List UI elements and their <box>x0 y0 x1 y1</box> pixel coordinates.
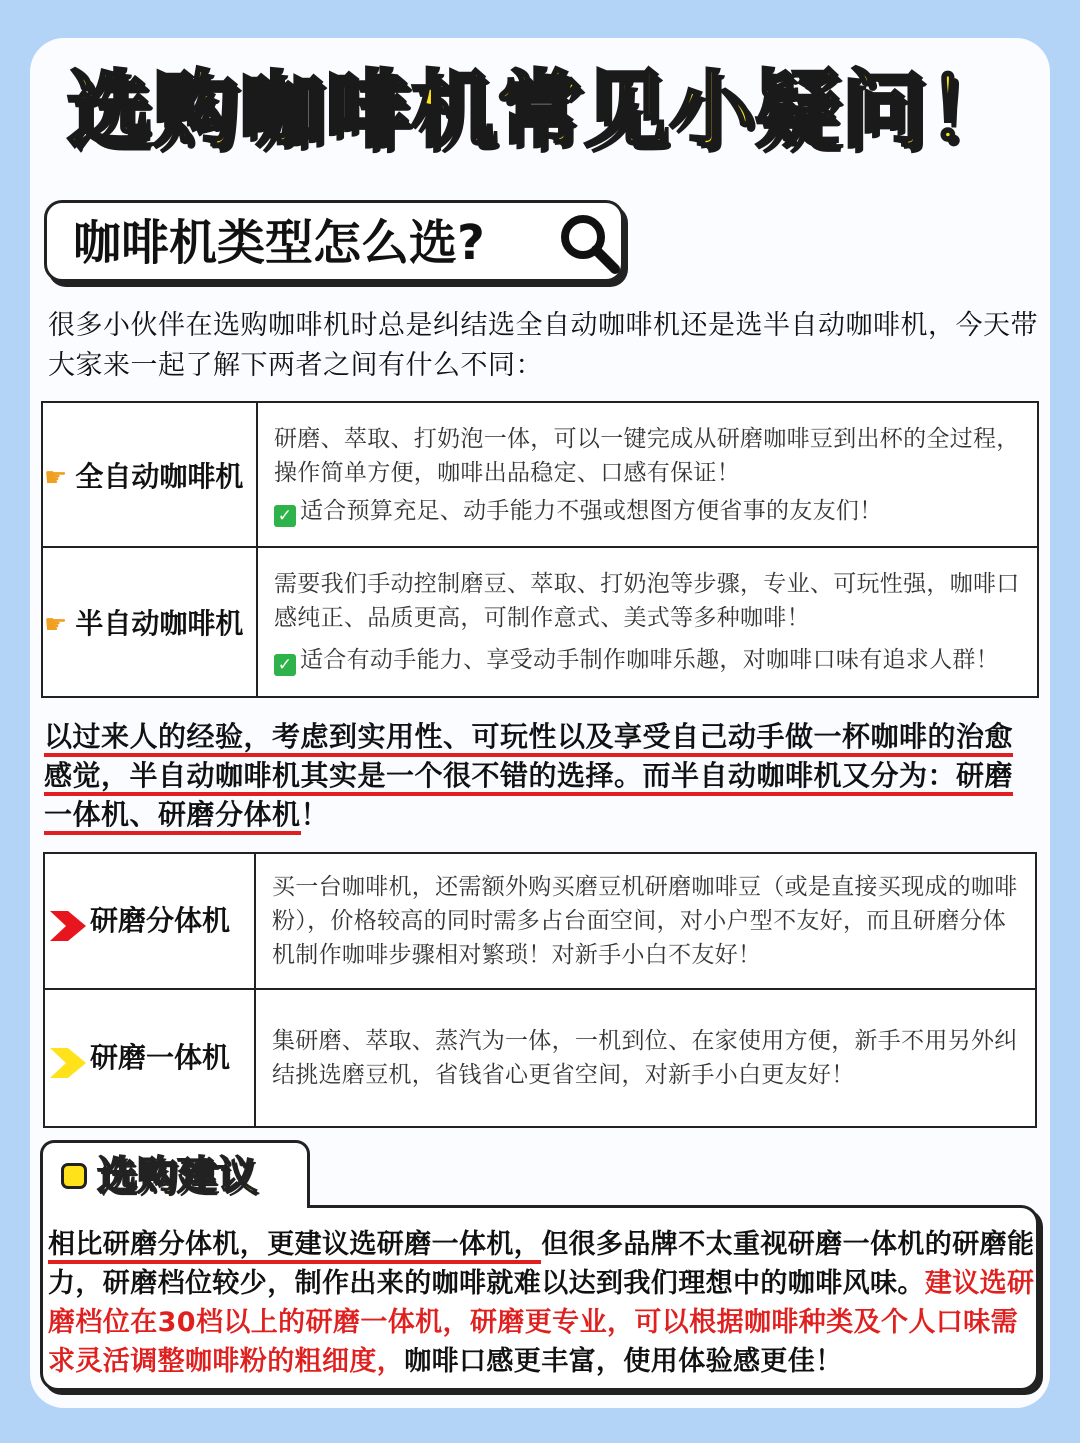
table-row <box>42 402 1038 547</box>
magnifier-icon <box>555 209 623 277</box>
grinder-label: 研磨分体机 <box>90 904 231 938</box>
section-heading: 咖啡机类型怎么选? <box>73 215 485 271</box>
row-desc-cell <box>255 989 1036 1127</box>
check-icon: ✓ <box>274 505 296 527</box>
type-label: 全自动咖啡机 <box>75 459 244 493</box>
intro-text: 很多小伙伴在选购咖啡机时总是纠结选全自动咖啡机还是选半自动咖啡机，今天带大家来一起了解下两者之间有什么不同： <box>48 310 1038 381</box>
row-label-cell <box>42 547 257 697</box>
suggestion-text <box>48 1225 1038 1381</box>
section-heading-box <box>44 200 624 282</box>
row-label-cell <box>42 402 257 547</box>
grinder-type-table <box>43 852 1037 1128</box>
suggestion-title: 选购建议 <box>97 1153 257 1199</box>
table-row <box>44 853 1036 989</box>
suitable-line <box>274 494 1025 528</box>
yellow-chevron-icon <box>46 1046 90 1080</box>
row-desc-cell <box>257 547 1038 697</box>
experience-text <box>44 717 1034 834</box>
pointing-hand-icon: ☛ <box>44 462 68 493</box>
experience-underlined: 以过来人的经验，考虑到实用性、可玩性以及享受自己动手做一杯咖啡的治愈感觉，半自动咖啡机其实是一个很不错的选择。而半自动咖啡机又分为：研磨一体机、研磨分体机 <box>44 720 1013 835</box>
type-label: 半自动咖啡机 <box>75 607 244 640</box>
grinder-label: 研磨一体机 <box>90 1041 231 1075</box>
page-title: 选购咖啡机常见小疑问！ <box>66 61 1013 159</box>
row-label-cell <box>44 853 255 989</box>
suggestion-underlined: 相比研磨分体机，更建议选研磨一体机， <box>48 1229 541 1264</box>
tab-bullet-icon <box>61 1163 87 1189</box>
row-desc-cell <box>257 402 1038 547</box>
suggestion-tab <box>40 1140 310 1208</box>
suitable-line <box>274 643 1025 677</box>
row-desc-cell <box>255 853 1036 989</box>
red-chevron-icon <box>46 909 90 943</box>
suggestion-normal: 但很多品牌不太重视研磨一体机的研磨能力，研磨档位较少，制作出来的咖啡就难以达到我们理想中的咖啡风味。 <box>48 1229 1035 1299</box>
machine-type-table <box>41 401 1039 698</box>
suitable-text: 适合预算充足、动手能力不强或想图方便省事的友友们！ <box>300 497 883 524</box>
suitable-text: 适合有动手能力、享受动手制作咖啡乐趣，对咖啡口味有追求人群！ <box>300 647 999 673</box>
table-row <box>44 989 1036 1127</box>
pointing-hand-icon: ☛ <box>44 610 68 640</box>
grinder-desc: 买一台咖啡机，还需额外购买磨豆机研磨咖啡豆（或是直接买现成的咖啡粉），价格较高的同时需多占台面空间，对小户型不友好，而且研磨分体机制作咖啡步骤相对繁琐！对新手小白不友好！ <box>272 874 1018 968</box>
suggestion-highlight: 建议选研磨档位在30档以上的研磨一体机，研磨更专业，可以根据咖啡种类及个人口味需求灵活调整咖啡粉的粗细度， <box>48 1268 1035 1377</box>
suggestion-closing: 咖啡口感更丰富，使用体验感更佳！ <box>404 1346 843 1377</box>
check-icon: ✓ <box>274 654 296 676</box>
type-desc: 研磨、萃取、打奶泡一体，可以一键完成从研磨咖啡豆到出杯的全过程，操作简单方便，咖啡出品稳定、口感有保证！ <box>274 425 1020 486</box>
grinder-desc: 集研磨、萃取、蒸汽为一体，一机到位、在家使用方便，新手不用另外纠结挑选磨豆机，省钱省心更省空间，对新手小白更友好！ <box>272 1028 1018 1088</box>
experience-end: ！ <box>300 798 330 831</box>
type-desc: 需要我们手动控制磨豆、萃取、打奶泡等步骤，专业、可玩性强，咖啡口感纯正、品质更高，可制作意式、美式等多种咖啡！ <box>274 571 1020 631</box>
row-label-cell <box>44 989 255 1127</box>
table-row <box>42 547 1038 697</box>
